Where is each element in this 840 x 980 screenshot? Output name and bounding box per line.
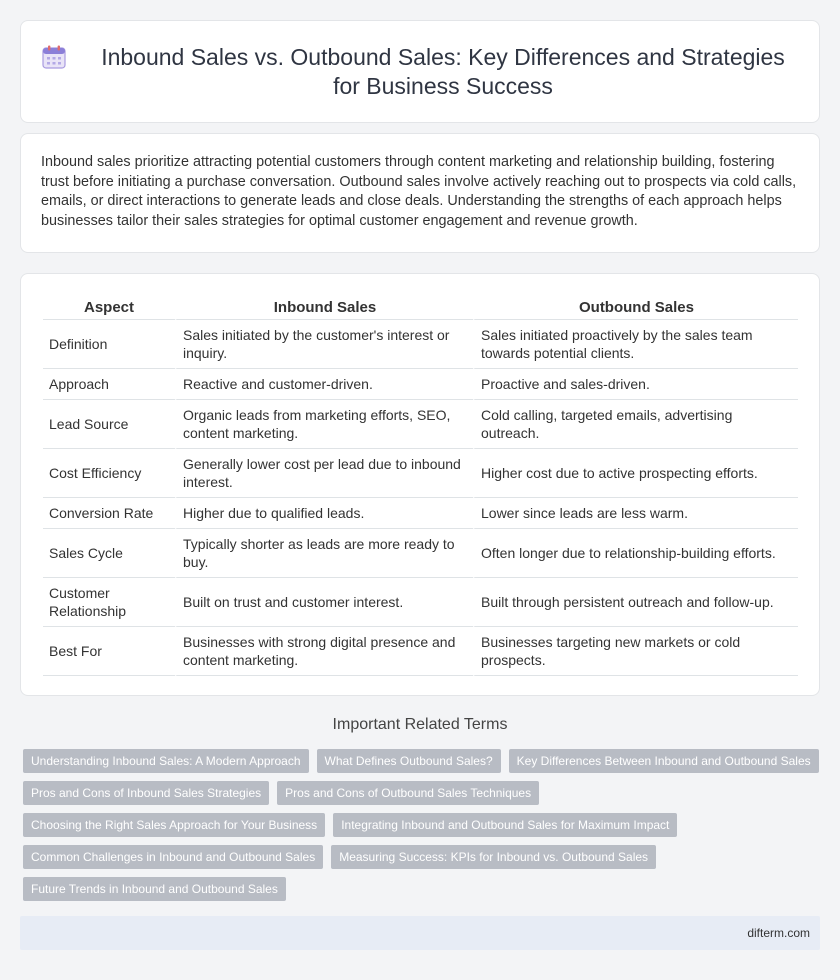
related-term-tag[interactable]: Integrating Inbound and Outbound Sales for Maximum Impact [333, 813, 677, 837]
row-aspect: Customer Relationship [43, 578, 175, 627]
footer [20, 916, 820, 950]
row-outbound: Proactive and sales-driven. [473, 369, 798, 400]
row-outbound: Cold calling, targeted emails, advertising outreach. [473, 400, 798, 449]
row-inbound: Higher due to qualified leads. [175, 498, 473, 529]
table-row [43, 578, 798, 627]
related-term-tag[interactable]: Future Trends in Inbound and Outbound Sales [23, 877, 286, 901]
row-aspect: Lead Source [43, 400, 175, 449]
related-term-tag[interactable]: Understanding Inbound Sales: A Modern Approach [23, 749, 309, 773]
row-aspect: Approach [43, 369, 175, 400]
intro-card [20, 133, 820, 253]
row-inbound: Organic leads from marketing efforts, SEO, content marketing. [175, 400, 473, 449]
row-aspect: Cost Efficiency [43, 449, 175, 498]
table-row [43, 627, 798, 676]
related-term-tag[interactable]: Key Differences Between Inbound and Outbound Sales [509, 749, 819, 773]
related-terms-heading: Important Related Terms [332, 716, 508, 733]
comparison-table [43, 296, 798, 676]
row-inbound: Generally lower cost per lead due to inbound interest. [175, 449, 473, 498]
table-row [43, 400, 798, 449]
header-card [20, 20, 820, 123]
row-outbound: Sales initiated proactively by the sales team towards potential clients. [473, 320, 798, 369]
related-term-tag[interactable]: Measuring Success: KPIs for Inbound vs. Outbound Sales [331, 845, 656, 869]
row-inbound: Sales initiated by the customer's interest or inquiry. [175, 320, 473, 369]
row-outbound: Built through persistent outreach and follow-up. [473, 578, 798, 627]
table-row [43, 449, 798, 498]
calendar-icon [41, 44, 67, 70]
related-term-tag[interactable]: Choosing the Right Sales Approach for Your Business [23, 813, 325, 837]
row-aspect: Best For [43, 627, 175, 676]
header-outbound: Outbound Sales [473, 296, 798, 320]
related-terms-list [23, 749, 823, 901]
table-row [43, 529, 798, 578]
row-aspect: Sales Cycle [43, 529, 175, 578]
table-row [43, 320, 798, 369]
row-inbound: Built on trust and customer interest. [175, 578, 473, 627]
row-outbound: Businesses targeting new markets or cold prospects. [473, 627, 798, 676]
header-inbound: Inbound Sales [175, 296, 473, 320]
related-term-tag[interactable]: Pros and Cons of Outbound Sales Techniques [277, 781, 539, 805]
table-row [43, 498, 798, 529]
footer-site-link[interactable]: difterm.com [747, 926, 810, 940]
row-inbound: Typically shorter as leads are more ready to buy. [175, 529, 473, 578]
page-title: Inbound Sales vs. Outbound Sales: Key Differences and Strategies for Business Success [101, 43, 785, 99]
intro-paragraph: Inbound sales prioritize attracting potential customers through content marketing and relationship building, fostering trust before initiating a purchase conversation. Outbound sales involve actively reaching out to prospects via cold calls, emails, or direct interactions to generate leads and close deals. Understanding the strengths of each approach helps businesses tailor their sales strategies for optimal customer engagement and revenue growth. [41, 154, 797, 229]
header-aspect: Aspect [43, 296, 175, 320]
row-outbound: Lower since leads are less warm. [473, 498, 798, 529]
related-term-tag[interactable]: Pros and Cons of Inbound Sales Strategies [23, 781, 269, 805]
row-aspect: Conversion Rate [43, 498, 175, 529]
related-term-tag[interactable]: What Defines Outbound Sales? [317, 749, 501, 773]
row-inbound: Businesses with strong digital presence and content marketing. [175, 627, 473, 676]
comparison-table-card [20, 273, 820, 696]
row-outbound: Often longer due to relationship-building efforts. [473, 529, 798, 578]
row-aspect: Definition [43, 320, 175, 369]
table-row [43, 369, 798, 400]
related-term-tag[interactable]: Common Challenges in Inbound and Outbound Sales [23, 845, 323, 869]
table-header-row [43, 296, 798, 320]
row-outbound: Higher cost due to active prospecting efforts. [473, 449, 798, 498]
row-inbound: Reactive and customer-driven. [175, 369, 473, 400]
